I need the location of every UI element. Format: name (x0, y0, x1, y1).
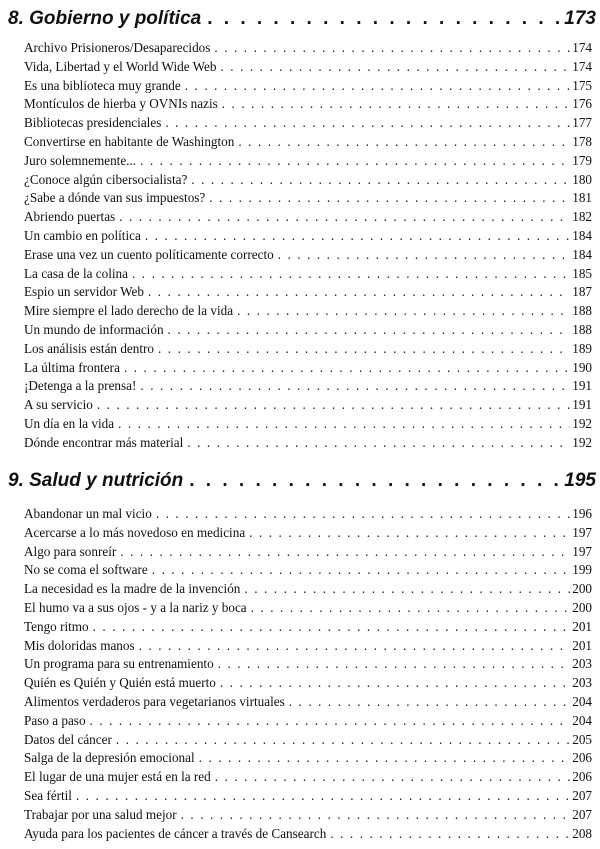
dot-leader (251, 599, 571, 618)
toc-entry[interactable] (24, 415, 592, 434)
entry-page-number: 176 (572, 96, 592, 112)
toc-entry[interactable] (24, 95, 592, 114)
entry-title: Un cambio en política (24, 227, 141, 243)
dot-leader (90, 712, 571, 731)
entry-page-number: 188 (572, 303, 592, 319)
entry-page-number: 191 (572, 378, 592, 394)
entry-title: ¡Detenga a la prensa! (24, 378, 137, 394)
entry-page-number: 204 (572, 712, 592, 728)
toc-entry[interactable] (24, 768, 592, 787)
entry-page-number: 197 (572, 524, 592, 540)
toc-entry[interactable] (24, 825, 592, 844)
entry-page-number: 199 (572, 562, 592, 578)
dot-leader (249, 524, 570, 543)
toc-entry[interactable] (24, 302, 592, 321)
chapter-title: 8. Gobierno y política (8, 8, 202, 29)
entry-title: Datos del cáncer (24, 731, 112, 747)
toc-entry[interactable] (24, 189, 592, 208)
dot-leader (148, 283, 570, 302)
entry-page-number: 189 (572, 340, 592, 356)
chapter-page-number: 195 (564, 470, 596, 491)
entry-title: Acercarse a lo más novedoso en medicina (24, 524, 246, 540)
toc-entry[interactable] (24, 377, 592, 396)
dot-leader (191, 171, 570, 190)
entry-page-number: 184 (572, 227, 592, 243)
dot-leader (132, 265, 570, 284)
toc-entry[interactable] (24, 505, 592, 524)
dot-leader (124, 359, 570, 378)
entry-page-number: 205 (572, 731, 592, 747)
toc-entry[interactable] (24, 321, 592, 340)
dot-leader (118, 415, 570, 434)
entry-title: Juro solemnemente... (24, 152, 137, 168)
entry-title: Vida, Libertad y el World Wide Web (24, 58, 217, 74)
toc-entry[interactable] (24, 434, 592, 453)
entry-page-number: 175 (572, 77, 592, 93)
dot-leader (119, 208, 570, 227)
dot-leader (220, 674, 570, 693)
entry-page-number: 192 (572, 434, 592, 450)
entry-page-number: 187 (572, 284, 592, 300)
toc-entry[interactable] (24, 359, 592, 378)
toc-entry[interactable] (24, 58, 592, 77)
dot-leader (215, 768, 570, 787)
entry-title: Un día en la vida (24, 415, 115, 431)
toc-entry[interactable] (24, 152, 592, 171)
entry-title: Paso a paso (24, 712, 86, 728)
entry-title: Quién es Quién y Quién está muerto (24, 675, 216, 691)
dot-leader (165, 114, 570, 133)
entry-title: Salga de la depresión emocional (24, 750, 195, 766)
toc-entry[interactable] (24, 39, 592, 58)
entry-page-number: 206 (572, 750, 592, 766)
chapter-heading[interactable] (8, 468, 596, 494)
dot-leader (289, 693, 570, 712)
entry-title: Abandonar un mal vicio (24, 506, 152, 521)
entry-title: Erase una vez un cuento políticamente correcto (24, 246, 274, 262)
entry-page-number: 196 (572, 506, 592, 521)
toc-entry[interactable] (24, 674, 592, 693)
dot-leader (199, 749, 571, 768)
entry-page-number: 181 (572, 190, 592, 206)
entry-page-number: 174 (572, 40, 592, 55)
entry-title: El humo va a sus ojos - y a la nariz y boca (24, 599, 247, 615)
dot-leader (152, 561, 570, 580)
toc-entry[interactable] (24, 171, 592, 190)
chapter-8 (8, 6, 596, 32)
dot-leader (116, 731, 570, 750)
entry-page-number: 197 (572, 543, 592, 559)
dot-leader (158, 340, 570, 359)
entry-page-number: 180 (572, 171, 592, 187)
dot-leader (207, 6, 560, 32)
dot-leader (278, 246, 571, 265)
entry-page-number: 174 (572, 58, 592, 74)
entry-page-number: 203 (572, 675, 592, 691)
dot-leader (214, 39, 570, 58)
entry-title: Convertirse en habitante de Washington (24, 133, 235, 149)
entry-title: No se coma el software (24, 562, 148, 578)
toc-entry[interactable] (24, 77, 592, 96)
dot-leader (181, 806, 571, 825)
toc-entry[interactable] (24, 749, 592, 768)
toc-entry[interactable] (24, 580, 592, 599)
entry-title: A su servicio (24, 397, 93, 413)
dot-leader (140, 377, 570, 396)
dot-leader (189, 468, 560, 494)
entry-title: Los análisis están dentro (24, 340, 155, 356)
entry-title: Un mundo de información (24, 321, 164, 337)
entry-title: Ayuda para los pacientes de cáncer a través de Cansearch (24, 825, 327, 841)
entry-page-number: 200 (572, 599, 592, 615)
entry-page-number: 182 (572, 209, 592, 225)
toc-entry[interactable] (24, 655, 592, 674)
entry-page-number: 204 (572, 693, 592, 709)
entry-title: Montículos de hierba y OVNIs nazis (24, 96, 218, 112)
entry-title: El lugar de una mujer está en la red (24, 769, 211, 785)
entry-title: ¿Sabe a dónde van sus impuestos? (24, 190, 206, 206)
entry-title: La casa de la colina (24, 265, 128, 281)
chapter-title: 9. Salud y nutrición (8, 470, 184, 491)
toc-entry[interactable] (24, 340, 592, 359)
entry-title: Es una biblioteca muy grande (24, 77, 181, 93)
toc-entry[interactable] (24, 543, 592, 562)
entry-title: Archivo Prisioneros/Desaparecidos (24, 40, 211, 55)
entry-page-number: 179 (572, 152, 592, 168)
chapter-page-number: 173 (564, 8, 596, 29)
dot-leader (185, 77, 570, 96)
toc-entry[interactable] (24, 806, 592, 825)
entry-title: Espio un servidor Web (24, 284, 144, 300)
dot-leader (76, 787, 570, 806)
toc-entry[interactable] (24, 246, 592, 265)
entry-page-number: 184 (572, 246, 592, 262)
entry-title: ¿Conoce algún cibersocialista? (24, 171, 188, 187)
entry-title: Mire siempre el lado derecho de la vida (24, 303, 234, 319)
entry-page-number: 191 (572, 397, 592, 413)
dot-leader (139, 637, 571, 656)
entry-title: Abriendo puertas (24, 209, 116, 225)
dot-leader (244, 580, 570, 599)
toc-entry[interactable] (24, 787, 592, 806)
toc-entry[interactable] (24, 618, 592, 637)
dot-leader (156, 505, 570, 524)
toc-entry[interactable] (24, 561, 592, 580)
entry-title: Alimentos verdaderos para vegetarianos virtuales (24, 693, 285, 709)
entry-page-number: 201 (572, 618, 592, 634)
dot-leader (93, 618, 571, 637)
entry-page-number: 208 (572, 825, 592, 841)
entry-title: Tengo ritmo (24, 618, 89, 634)
toc-entry[interactable] (24, 712, 592, 731)
entry-page-number: 178 (572, 133, 592, 149)
toc-entry[interactable] (24, 283, 592, 302)
dot-leader (187, 434, 570, 453)
dot-leader (209, 189, 570, 208)
toc-entry[interactable] (24, 731, 592, 750)
entry-page-number: 200 (572, 581, 592, 597)
dot-leader (220, 58, 570, 77)
entry-title: La última frontera (24, 359, 120, 375)
toc-entry[interactable] (24, 693, 592, 712)
entry-page-number: 203 (572, 656, 592, 672)
toc-entry[interactable] (24, 133, 592, 152)
toc-entry[interactable] (24, 396, 592, 415)
entry-title: Sea fértil (24, 787, 72, 803)
entry-title: Algo para sonreír (24, 543, 117, 559)
dot-leader (237, 302, 570, 321)
dot-leader (145, 227, 570, 246)
chapter-8-entries (24, 39, 592, 453)
toc-entry[interactable] (24, 208, 592, 227)
entry-page-number: 207 (572, 806, 592, 822)
entry-page-number: 207 (572, 787, 592, 803)
chapter-9 (8, 468, 596, 494)
toc-entry[interactable] (24, 227, 592, 246)
entry-page-number: 192 (572, 415, 592, 431)
entry-page-number: 177 (572, 115, 592, 131)
entry-title: Mis doloridas manos (24, 637, 135, 653)
toc-entry[interactable] (24, 524, 592, 543)
dot-leader (120, 543, 570, 562)
entry-title: Bibliotecas presidenciales (24, 115, 162, 131)
entry-title: Un programa para su entrenamiento (24, 656, 214, 672)
entry-page-number: 190 (572, 359, 592, 375)
toc-entry[interactable] (24, 265, 592, 284)
chapter-9-entries (24, 505, 592, 843)
entry-page-number: 206 (572, 769, 592, 785)
toc-entry[interactable] (24, 599, 592, 618)
toc-entry[interactable] (24, 637, 592, 656)
chapter-heading[interactable] (8, 6, 596, 32)
dot-leader (97, 396, 570, 415)
dot-leader (140, 152, 570, 171)
toc-entry[interactable] (24, 114, 592, 133)
entry-title: Trabajar por una salud mejor (24, 806, 177, 822)
entry-page-number: 185 (572, 265, 592, 281)
entry-title: La necesidad es la madre de la invención (24, 581, 241, 597)
dot-leader (218, 655, 571, 674)
dot-leader (330, 825, 570, 844)
entry-page-number: 201 (572, 637, 592, 653)
dot-leader (168, 321, 571, 340)
entry-page-number: 188 (572, 321, 592, 337)
entry-title: Dónde encontrar más material (24, 434, 184, 450)
dot-leader (238, 133, 570, 152)
dot-leader (222, 95, 570, 114)
